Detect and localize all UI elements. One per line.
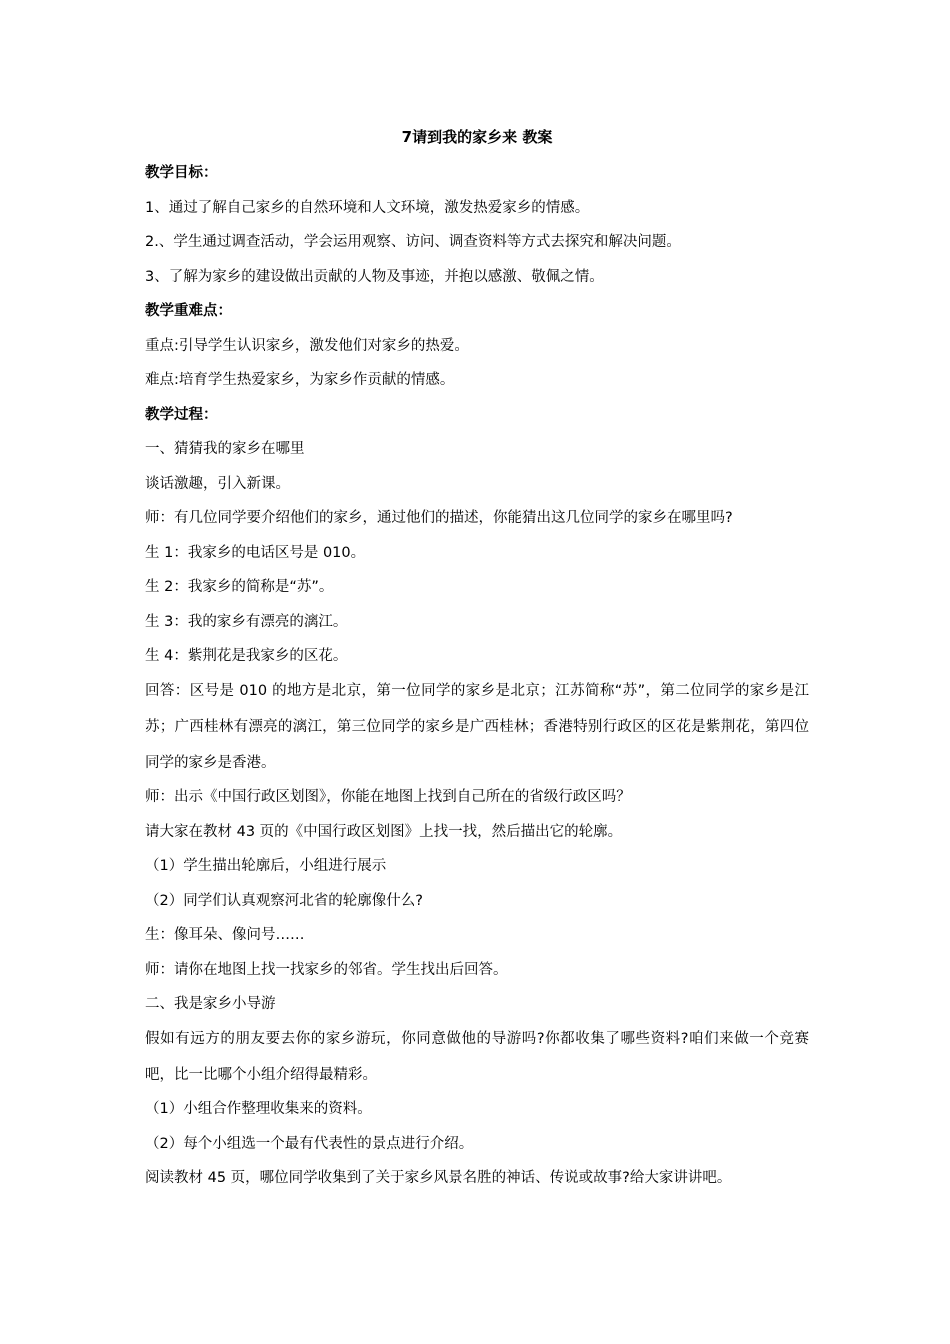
student-answer-5: 生：像耳朵、像问号……: [145, 927, 305, 943]
intro-line: 谈话激趣，引入新课。: [145, 475, 290, 492]
answer-paragraph: 回答：区号是 010 的地方是北京，第一位同学的家乡是北京；江苏简称“苏”，第二位同学的家乡是江苏；广西桂林有漂亮的漓江，第三位同学的家乡是广西桂林；香港特别行政区的区花是紫荆花，第四位同学的家乡是香港。: [145, 682, 809, 771]
instruction-line: 请大家在教材 43 页的《中国行政区划图》上找一找，然后描出它的轮廓。: [145, 823, 623, 840]
student-answer-2: 生 2：我家乡的简称是“苏”。: [145, 579, 334, 595]
goals-heading: 教学目标：: [145, 165, 218, 181]
step-2: （2）同学们认真观察河北省的轮廓像什么?: [145, 892, 423, 909]
goal-1: 1、通过了解自己家乡的自然环境和人文环境，激发热爱家乡的情感。: [145, 199, 590, 216]
student-answer-4: 生 4：紫荆花是我家乡的区花。: [145, 648, 348, 664]
student-answer-3: 生 3：我的家乡有漂亮的漓江。: [145, 613, 348, 630]
teacher-question-3: 师：请你在地图上找一找家乡的邻省。学生找出后回答。: [145, 961, 508, 978]
step-1: （1）学生描出轮廓后，小组进行展示: [145, 858, 387, 874]
difficult-point: 难点:培育学生热爱家乡，为家乡作贡献的情感。: [145, 372, 455, 388]
key-difficult-heading: 教学重难点：: [145, 303, 232, 319]
reading-line: 阅读教材 45 页，哪位同学收集到了关于家乡风景名胜的神话、传说或故事?给大家讲讲吧。: [145, 1170, 732, 1186]
process-heading: 教学过程：: [145, 406, 218, 423]
key-point: 重点:引导学生认识家乡，激发他们对家乡的热爱。: [145, 337, 469, 354]
part-1-heading: 一、猜猜我的家乡在哪里: [145, 441, 305, 457]
teacher-question-1: 师：有几位同学要介绍他们的家乡，通过他们的描述，你能猜出这几位同学的家乡在哪里吗?: [145, 510, 733, 526]
scenario-paragraph: 假如有远方的朋友要去你的家乡游玩，你同意做他的导游吗?你都收集了哪些资料?咱们来做一个竞赛吧，比一比哪个小组介绍得最精彩。: [145, 1030, 809, 1083]
document-page: [145, 127, 809, 1203]
goal-3: 3、了解为家乡的建设做出贡献的人物及事迹，并抱以感激、敬佩之情。: [145, 268, 604, 285]
group-step-1: （1）小组合作整理收集来的资料。: [145, 1101, 372, 1117]
group-step-2: （2）每个小组选一个最有代表性的景点进行介绍。: [145, 1135, 474, 1152]
student-answer-1: 生 1：我家乡的电话区号是 010。: [145, 544, 366, 561]
document-title: 7请到我的家乡来 教案: [401, 128, 553, 146]
goal-2: 2.、学生通过调查活动，学会运用观察、访问、调查资料等方式去探究和解决问题。: [145, 234, 681, 250]
part-2-heading: 二、我是家乡小导游: [145, 996, 276, 1012]
teacher-question-2: 师：出示《中国行政区划图》，你能在地图上找到自己所在的省级行政区吗？: [145, 789, 631, 805]
